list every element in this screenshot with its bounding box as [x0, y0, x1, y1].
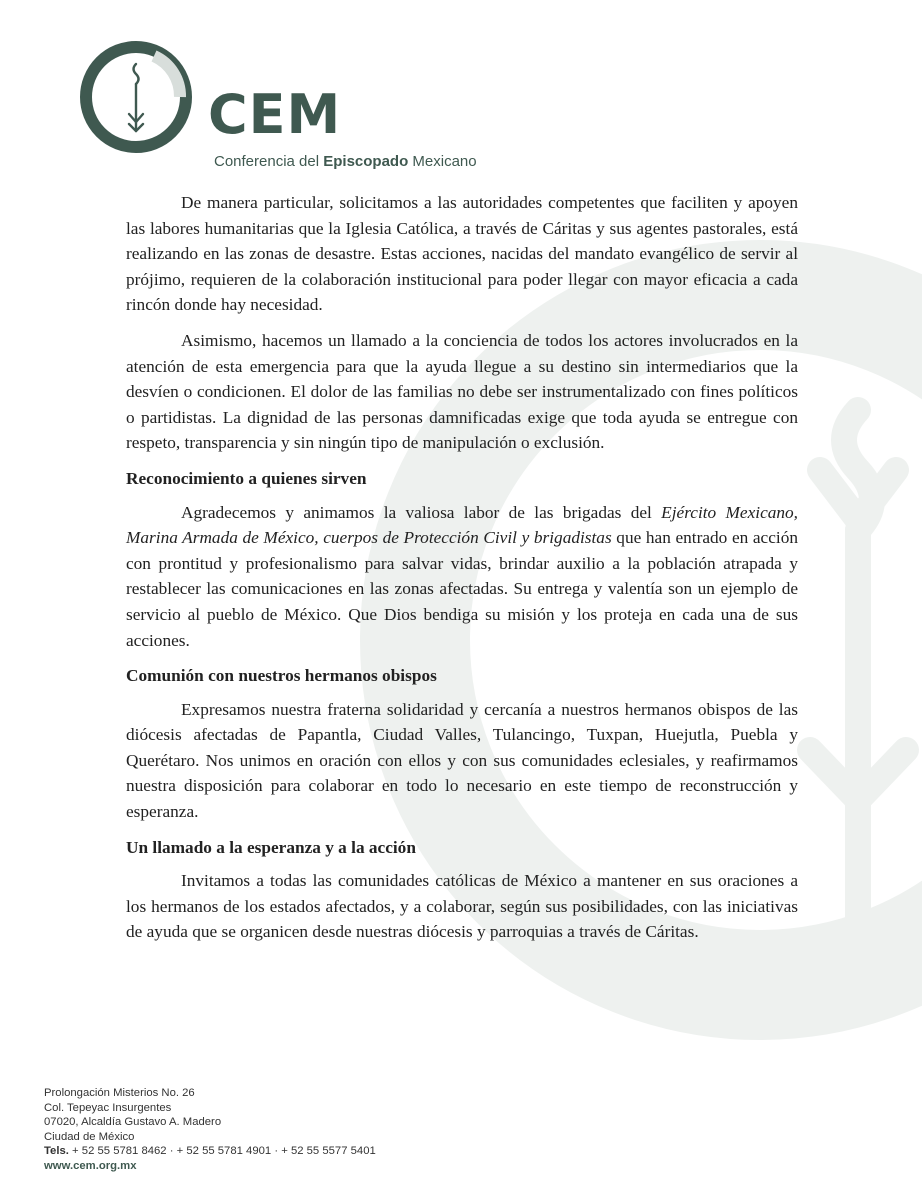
- paragraph-2: Asimismo, hacemos un llamado a la conciencia de todos los actores involucrados en la atención de esta emergencia para que la ayuda llegue a su destino sin intermediarios que la desvíen o condicionen. El dolor de las familias no debe ser instrumentalizado con fines políticos o partidistas. La dignidad de las personas damnificadas exige que toda ayuda se entregue con respeto, transparencia y sin ningún tipo de manipulación o exclusión.: [126, 330, 798, 453]
- logo-subtitle-prefix: Conferencia del: [214, 153, 324, 170]
- heading-llamado: Un llamado a la esperanza y a la acción: [126, 837, 416, 857]
- paragraph-3-start: Agradecemos y animamos la valiosa labor de las brigadas del: [181, 502, 662, 522]
- paragraph-4: Expresamos nuestra fraterna solidaridad y cercanía a nuestros hermanos obispos de las diócesis afectadas de Papantla, Ciudad Valles, Tulancingo, Tuxpan, Huejutla, Puebla y Querétaro. Nos unimos en oración con ellos y con sus comunidades eclesiales, y reafirmamos nuestra disposición para colaborar en todo lo necesario en este tiempo de reconstrucción y esperanza.: [126, 699, 798, 822]
- letter-body: [126, 190, 798, 955]
- paragraph-5: Invitamos a todas las comunidades católicas de México a mantener en sus oraciones a los hermanos de los estados afectados, y a colaborar, según sus posibilidades, con las iniciativas de ayuda que se organicen desde nuestras diócesis y parroquias a través de Cáritas.: [126, 871, 798, 942]
- footer-website-link[interactable]: www.cem.org.mx: [44, 1159, 137, 1172]
- footer-street: Prolongación Misterios No. 26: [44, 1087, 195, 1099]
- paragraph-3-italic: Ejército Mexicano, Marina Armada de México, cuerpos de Protección Civil y brigadistas: [126, 502, 798, 548]
- footer-phones-label: Tels.: [44, 1145, 69, 1157]
- footer-colony: Col. Tepeyac Insurgentes: [44, 1101, 172, 1114]
- footer-postal: 07020, Alcaldía Gustavo A. Madero: [44, 1116, 222, 1128]
- footer-phones-value: + 52 55 5781 8462 · + 52 55 5781 4901 · + 52 55 5577 5401: [68, 1145, 376, 1157]
- footer-address: [44, 1086, 376, 1173]
- cem-logo: [80, 38, 500, 170]
- paragraph-3-end: que han entrado en acción con prontitud y profesionalismo para salvar vidas, brindar auxilio a la población atrapada y restablecer las comunicaciones en las zonas afectadas. Su entrega y valentía son un ejemplo de servicio al pueblo de México. Que Dios bendiga su misión y los proteja en cada una de sus acciones.: [126, 528, 798, 650]
- logo-subtitle-suffix: Mexicano: [408, 153, 477, 170]
- cem-emblem-icon: [80, 38, 198, 156]
- heading-reconocimiento: Reconocimiento a quienes sirven: [126, 468, 367, 488]
- footer-phones: [44, 1144, 376, 1159]
- logo-subtitle-bold: Episcopado: [323, 153, 409, 170]
- paragraph-1: De manera particular, solicitamos a las autoridades competentes que faciliten y apoyen las labores humanitarias que la Iglesia Católica, a través de Cáritas y sus agentes pastorales, está realizando en las zonas de desastre. Estas acciones, nacidas del mandato evangélico de servir al prójimo, requieren de la colaboración institucional para poder llegar con mayor eficacia a cada rincón donde hay necesidad.: [126, 193, 798, 315]
- logo-title: CEM: [208, 83, 342, 146]
- heading-comunion: Comunión con nuestros hermanos obispos: [126, 666, 437, 686]
- paragraph-3: [126, 500, 798, 654]
- logo-subtitle: [214, 153, 477, 170]
- footer-city: Ciudad de México: [44, 1130, 135, 1143]
